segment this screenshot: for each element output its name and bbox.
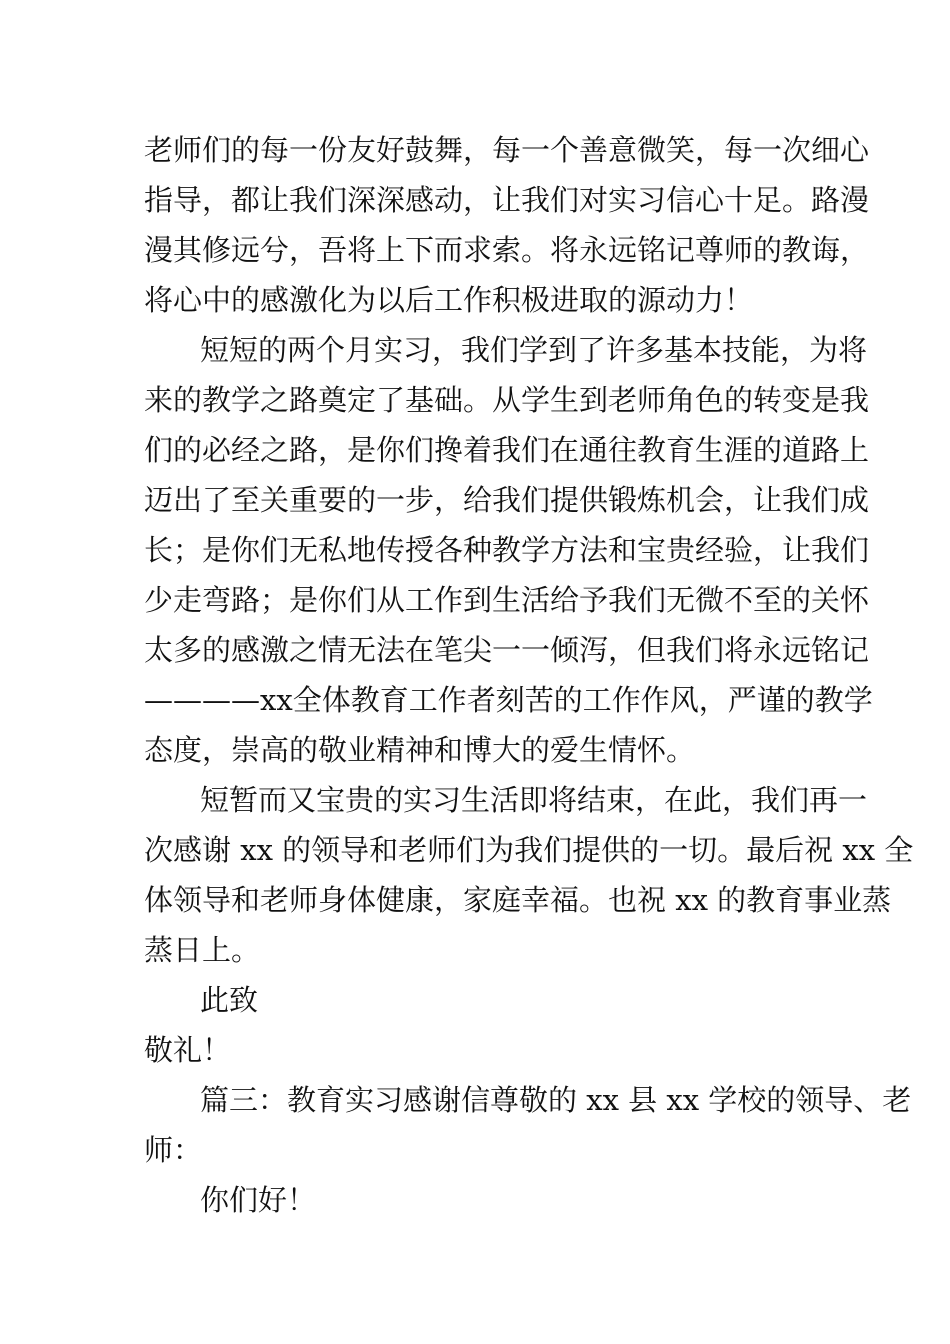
body-line: 蒸日上。	[144, 933, 261, 967]
body-line: 次感谢 xx 的领导和老师们为我们提供的一切。最后祝 xx 全	[144, 833, 914, 867]
greeting-line: 你们好！	[200, 1183, 317, 1217]
body-line: 迈出了至关重要的一步，给我们提供锻炼机会，让我们成	[144, 483, 870, 517]
body-line: 长；是你们无私地传授各种教学方法和宝贵经验，让我们	[144, 533, 870, 567]
body-line: 态度，崇高的敬业精神和博大的爱生情怀。	[144, 733, 696, 767]
paragraph-first-line: 短短的两个月实习，我们学到了许多基本技能，为将	[200, 333, 868, 367]
body-line: 漫其修远兮，吾将上下而求索。将永远铭记尊师的教诲，	[144, 233, 870, 267]
body-line: 来的教学之路奠定了基础。从学生到老师角色的转变是我	[144, 383, 870, 417]
section-heading-line: 篇三：教育实习感谢信尊敬的 xx 县 xx 学校的领导、老	[200, 1083, 912, 1117]
paragraph-first-line: 短暂而又宝贵的实习生活即将结束，在此，我们再一	[200, 783, 868, 817]
body-line: 们的必经之路，是你们搀着我们在通往教育生涯的道路上	[144, 433, 870, 467]
body-line: 指导，都让我们深深感动，让我们对实习信心十足。路漫	[144, 183, 870, 217]
body-line: 师：	[144, 1133, 203, 1167]
body-line: 体领导和老师身体健康，家庭幸福。也祝 xx 的教育事业蒸	[144, 883, 892, 917]
closing-regards: 敬礼！	[144, 1033, 232, 1067]
body-line: 老师们的每一份友好鼓舞，每一个善意微笑，每一次细心	[144, 133, 870, 167]
body-line: ————xx全体教育工作者刻苦的工作作风，严谨的教学	[144, 683, 873, 717]
body-line: 太多的感激之情无法在笔尖一一倾泻，但我们将永远铭记	[144, 633, 870, 667]
body-line: 少走弯路；是你们从工作到生活给予我们无微不至的关怀	[144, 583, 870, 617]
body-line: 将心中的感激化为以后工作积极进取的源动力！	[144, 283, 754, 317]
closing-salutation: 此致	[200, 983, 259, 1017]
